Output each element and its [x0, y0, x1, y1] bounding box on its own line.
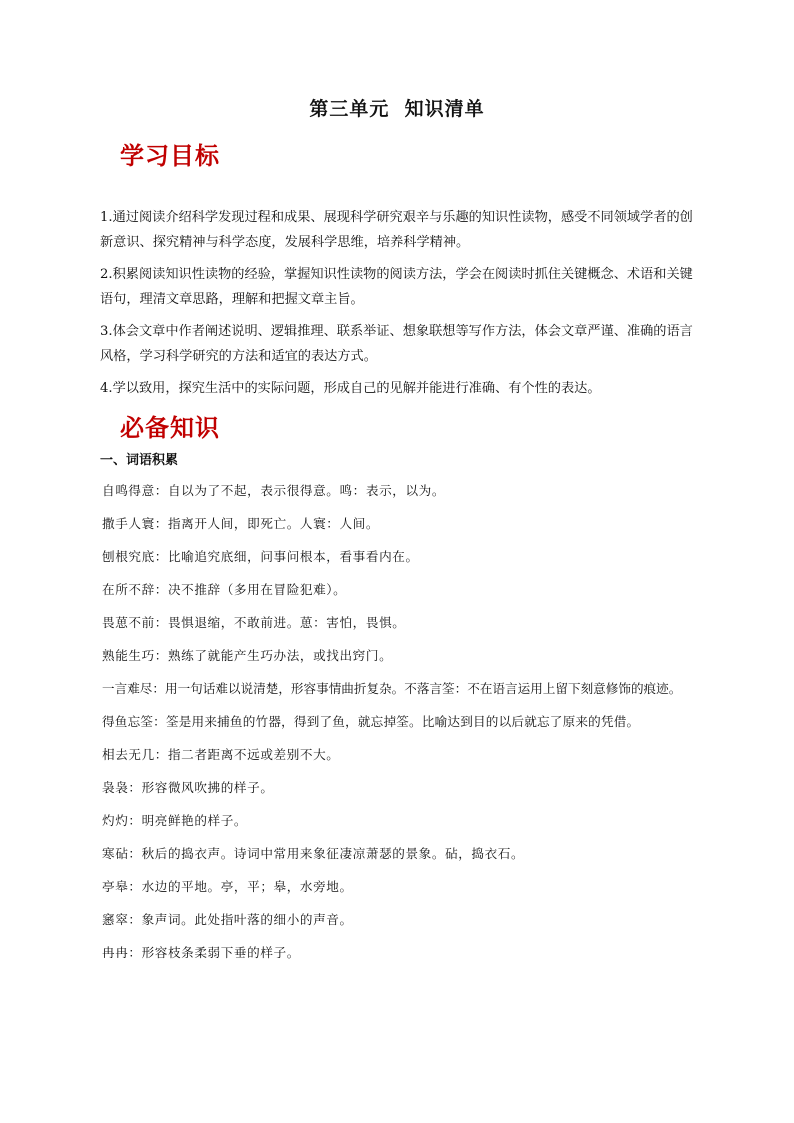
vocab-entry: 畏葸不前：畏惧退缩，不敢前进。葸：害怕，畏惧。: [102, 615, 406, 630]
objective-item: 1.通过阅读介绍科学发现过程和成果、展现科学研究艰辛与乐趣的知识性读物，感受不同领域学者的创新意识、探究精神与科学态度，发展科学思维，培养科学精神。: [100, 210, 693, 250]
vocab-entry: 熟能生巧：熟练了就能产生巧办法，或找出窍门。: [102, 648, 393, 663]
objective-item: 2.积累阅读知识性读物的经验，掌握知识性读物的阅读方法，学会在阅读时抓住关键概念、术语和关键语句，理清文章思路，理解和把握文章主旨。: [100, 267, 693, 307]
vocab-entry: 冉冉：形容枝条柔弱下垂的样子。: [102, 945, 300, 960]
vocab-entry: 撒手人寰：指离开人间，即死亡。人寰：人间。: [102, 516, 380, 531]
objectives-list: [100, 205, 698, 408]
vocab-entry: 相去无几：指二者距离不远或差别不大。: [102, 747, 340, 762]
vocab-list: [102, 481, 742, 976]
vocab-entry: 窸窣：象声词。此处指叶落的细小的声音。: [102, 912, 353, 927]
objective-item: 4.学以致用，探究生活中的实际问题，形成自己的见解并能进行准确、有个性的表达。: [100, 381, 601, 396]
vocab-entry: 自鸣得意：自以为了不起，表示很得意。鸣：表示，以为。: [102, 483, 446, 498]
vocab-subheading: 一、词语积累: [100, 453, 179, 468]
vocab-entry: 袅袅：形容微风吹拂的样子。: [102, 780, 274, 795]
vocab-entry: 刨根究底：比喻追究底细，问事问根本，看事看内在。: [102, 549, 419, 564]
vocab-entry: 寒砧：秋后的捣衣声。诗词中常用来象征凄凉萧瑟的景象。砧，捣衣石。: [102, 846, 525, 861]
objective-item: 3.体会文章中作者阐述说明、逻辑推理、联系举证、想象联想等写作方法，体会文章严谨、准确的语言风格，学习科学研究的方法和适宜的表达方式。: [100, 324, 693, 364]
vocab-entry: 灼灼：明亮鲜艳的样子。: [102, 813, 248, 828]
vocab-entry: 在所不辞：决不推辞（多用在冒险犯难）。: [102, 582, 347, 597]
section-heading-objectives: 学习目标: [120, 142, 220, 170]
vocab-entry: 一言难尽：用一句话难以说清楚，形容事情曲折复杂。不落言筌：不在语言运用上留下刻意修饰的痕迹。: [102, 681, 682, 696]
vocab-entry: 得鱼忘筌：筌是用来捕鱼的竹器，得到了鱼，就忘掉筌。比喻达到目的以后就忘了原来的凭借。: [102, 714, 640, 729]
document-title: 第三单元 知识清单: [309, 98, 485, 120]
section-heading-knowledge: 必备知识: [120, 414, 220, 442]
vocab-entry: 亭皋：水边的平地。亭，平；皋，水旁地。: [102, 879, 353, 894]
